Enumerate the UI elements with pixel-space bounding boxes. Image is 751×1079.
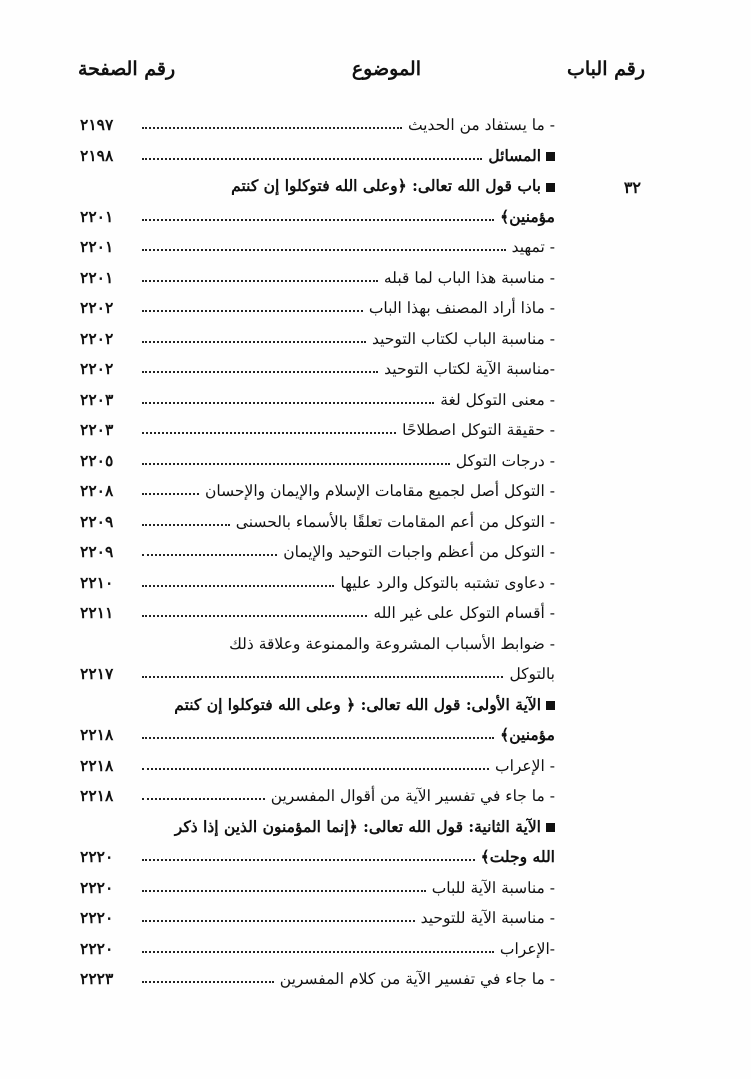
- dot-leader: [142, 981, 274, 983]
- toc-entry-text: -مناسبة الآية لكتاب التوحيد: [384, 360, 555, 378]
- dot-leader: [142, 768, 489, 770]
- toc-entry-page: ٢٢٢٣: [80, 969, 114, 988]
- toc-entry-text: الآية الأولى: قول الله تعالى: ﴿ وعلى الله فتوكلوا إن كنتم: [174, 694, 541, 714]
- toc-entry-page: ٢٢٠١: [80, 206, 114, 226]
- toc-entry-text: -الإعراب: [499, 939, 555, 958]
- toc-entry-text: - ضوابط الأسباب المشروعة والممنوعة وعلاقة ذلك: [229, 634, 555, 653]
- toc-entry-text: - تمهيد: [511, 238, 555, 256]
- toc-entry-text: - معنى التوكل لغة: [440, 390, 555, 409]
- toc-entry-title: [506, 236, 555, 258]
- toc-entry-page: ٢٢١٨: [80, 725, 114, 744]
- toc-entry-page: ٢٢٠١: [80, 237, 114, 256]
- toc-entry-text: - مناسبة الباب لكتاب التوحيد: [371, 329, 555, 348]
- toc-entry-page: ٢٢١٧: [80, 664, 114, 683]
- toc-entry-text: الله وجلت﴾: [480, 847, 555, 866]
- dot-leader: [142, 737, 494, 739]
- toc-entry: [80, 230, 555, 258]
- dot-leader: [142, 676, 503, 678]
- toc-entry-text: - دعاوى تشتبه بالتوكل والرد عليها: [340, 573, 555, 592]
- toc-entry-page: ٢٢٢٠: [80, 877, 114, 897]
- dot-leader: [142, 310, 363, 312]
- toc-entry-title: [274, 968, 555, 990]
- toc-entry-text: بالتوكل: [509, 665, 555, 683]
- toc-entry-page: ٢٢٢٠: [80, 938, 114, 958]
- toc-entry: [80, 596, 555, 624]
- toc-entry-page: ٢٢١١: [80, 603, 114, 622]
- toc-entry: [80, 749, 555, 777]
- dot-leader: [142, 402, 434, 404]
- toc-entry: [80, 291, 555, 319]
- toc-entry: [80, 779, 555, 807]
- toc-entry-page: ٢٢٢٠: [80, 847, 114, 866]
- dot-leader: [142, 463, 450, 465]
- header-page-number: رقم الصفحة: [78, 58, 176, 80]
- toc-entry-text: - التوكل من أعم المقامات تعلقًا بالأسماء بالحسنى: [235, 512, 555, 531]
- toc-entry-title: [450, 450, 555, 472]
- toc-entry-title: [378, 358, 555, 380]
- toc-entry: [80, 901, 555, 929]
- toc-entry-text: - حقيقة التوكل اصطلاحًا: [402, 421, 555, 439]
- toc-entry-text: - درجات التوكل: [455, 451, 555, 470]
- toc-entry: [80, 962, 555, 990]
- toc-entry-text: المسائل: [488, 145, 541, 165]
- toc-entry: [80, 627, 555, 655]
- square-bullet-icon: [546, 152, 555, 161]
- toc-entry-title: [434, 389, 555, 411]
- toc-entry-text: - ما يستفاد من الحديث: [407, 116, 555, 134]
- toc-entry-title: [426, 877, 555, 899]
- dot-leader: [142, 920, 415, 922]
- toc-entry: [80, 657, 555, 685]
- toc-entry-text: - التوكل من أعظم واجبات التوحيد والإيمان: [283, 543, 555, 561]
- toc-entry-title: [494, 206, 555, 228]
- toc-entry-page: ٢٢٠٥: [80, 450, 114, 470]
- dot-leader: [142, 158, 482, 160]
- dot-leader: [142, 615, 367, 617]
- toc-entry-title: [169, 816, 555, 838]
- toc-entry-page: ٢٢١٨: [80, 755, 114, 775]
- toc-entry-title: [367, 602, 555, 624]
- toc-entry: [80, 139, 555, 167]
- toc-entry: [80, 444, 555, 472]
- toc-entry-title: [230, 511, 555, 533]
- toc-entry: [80, 505, 555, 533]
- toc-entry-title: [277, 541, 555, 563]
- toc-entry-title: [223, 633, 555, 655]
- toc-entry-text: - ما جاء في تفسير الآية من أقوال المفسرين: [270, 787, 555, 805]
- toc-entry-title: [489, 755, 555, 777]
- toc-entry-title: [199, 480, 555, 502]
- toc-entry-text: - التوكل أصل لجميع مقامات الإسلام والإيمان والإحسان: [205, 482, 555, 500]
- dot-leader: [142, 493, 199, 495]
- toc-entry-text: - مناسبة هذا الباب لما قبله: [383, 268, 555, 287]
- dot-leader: [142, 585, 334, 587]
- toc-entry-page: ٢٢٠٣: [80, 389, 114, 409]
- toc-entry: [80, 840, 555, 868]
- toc-entry-page: ٢٢٠٨: [80, 481, 114, 500]
- toc-entry-page: ٢٢٠١: [80, 267, 114, 287]
- toc-entry: [80, 810, 555, 838]
- toc-entry: [80, 474, 555, 502]
- dot-leader: [142, 280, 378, 282]
- square-bullet-icon: [546, 701, 555, 710]
- toc-entry-title: [494, 938, 555, 960]
- toc-entry-title: [475, 846, 555, 868]
- toc-entry-text: - ما جاء في تفسير الآية من كلام المفسرين: [279, 970, 555, 988]
- toc-entry-text: - ماذا أراد المصنف بهذا الباب: [368, 299, 555, 317]
- toc-entry: [80, 718, 555, 746]
- toc-entry: [80, 413, 555, 441]
- toc-entry-page: ٢٢٠٩: [80, 542, 114, 561]
- header-subject: الموضوع: [351, 58, 421, 80]
- toc-entry-page: ٢٢٢٠: [80, 908, 114, 927]
- toc-entry: [80, 932, 555, 960]
- toc-entry-title: [482, 145, 555, 167]
- toc-entry: [80, 535, 555, 563]
- toc-entry: [80, 383, 555, 411]
- square-bullet-icon: [546, 183, 555, 192]
- toc-entry-page: ٢١٩٨: [80, 145, 114, 165]
- toc-entry-title: [378, 267, 555, 289]
- toc-entry: [80, 566, 555, 594]
- toc-entry-page: ٢١٩٧: [80, 115, 114, 134]
- dot-leader: [142, 249, 506, 251]
- toc-entry-title: [168, 694, 555, 716]
- dot-leader: [142, 219, 494, 221]
- toc-entry-title: [402, 114, 555, 136]
- dot-leader: [142, 951, 494, 953]
- dot-leader: [142, 432, 396, 434]
- toc-entry-title: [494, 724, 555, 746]
- toc-entry-text: مؤمنين﴾: [500, 725, 555, 744]
- toc-entry-text: مؤمنين﴾: [500, 206, 555, 226]
- toc-entry-page: ٢٢٠٩: [80, 511, 114, 531]
- square-bullet-icon: [546, 823, 555, 832]
- dot-leader: [142, 341, 366, 343]
- toc-entry-page: ٢٢٠٢: [80, 359, 114, 378]
- toc-entry-text: - أقسام التوكل على غير الله: [373, 604, 555, 622]
- toc-entry-page: ٢٢٠٣: [80, 420, 114, 439]
- toc-entry: [80, 322, 555, 350]
- toc-entry-title: [334, 572, 555, 594]
- toc-entry: [80, 688, 555, 716]
- header-chapter-number: رقم الباب: [567, 58, 645, 80]
- toc-entry-text: - الإعراب: [494, 756, 555, 775]
- toc-entry-title: [366, 328, 555, 350]
- toc-entry: [80, 261, 555, 289]
- toc-entry-text: - مناسبة الآية للتوحيد: [420, 909, 555, 927]
- toc-entry-title: [396, 419, 555, 441]
- toc-entry-title: [265, 785, 555, 807]
- toc-entry-text: - مناسبة الآية للباب: [431, 878, 555, 897]
- toc-entry-page: ٢٢١٠: [80, 572, 114, 592]
- toc-entry: [80, 200, 555, 228]
- toc-entry-text: الآية الثانية: قول الله تعالى: ﴿إنما المؤمنون الذين إذا ذكر: [174, 816, 541, 836]
- toc-entry-page: ٢٢٠٢: [80, 298, 114, 317]
- dot-leader: [142, 371, 378, 373]
- toc-entry-text: باب قول الله تعالى: ﴿وعلى الله فتوكلوا إن كنتم: [231, 176, 541, 195]
- dot-leader: [142, 890, 426, 892]
- toc-entry: [80, 169, 555, 197]
- chapter-number: ٣٢: [623, 178, 641, 197]
- dot-leader: [142, 798, 265, 800]
- dot-leader: [142, 554, 277, 556]
- dot-leader: [142, 524, 230, 526]
- dot-leader: [142, 127, 402, 129]
- dot-leader: [142, 859, 475, 861]
- toc-entry-title: [503, 663, 555, 685]
- toc-entry: [80, 352, 555, 380]
- toc-entry: [80, 871, 555, 899]
- toc-entry-title: [225, 175, 555, 197]
- toc-entry: [80, 108, 555, 136]
- toc-entry-title: [415, 907, 555, 929]
- toc-entry-page: ٢٢١٨: [80, 786, 114, 805]
- toc-entry-page: ٢٢٠٢: [80, 328, 114, 348]
- toc-entry-title: [363, 297, 555, 319]
